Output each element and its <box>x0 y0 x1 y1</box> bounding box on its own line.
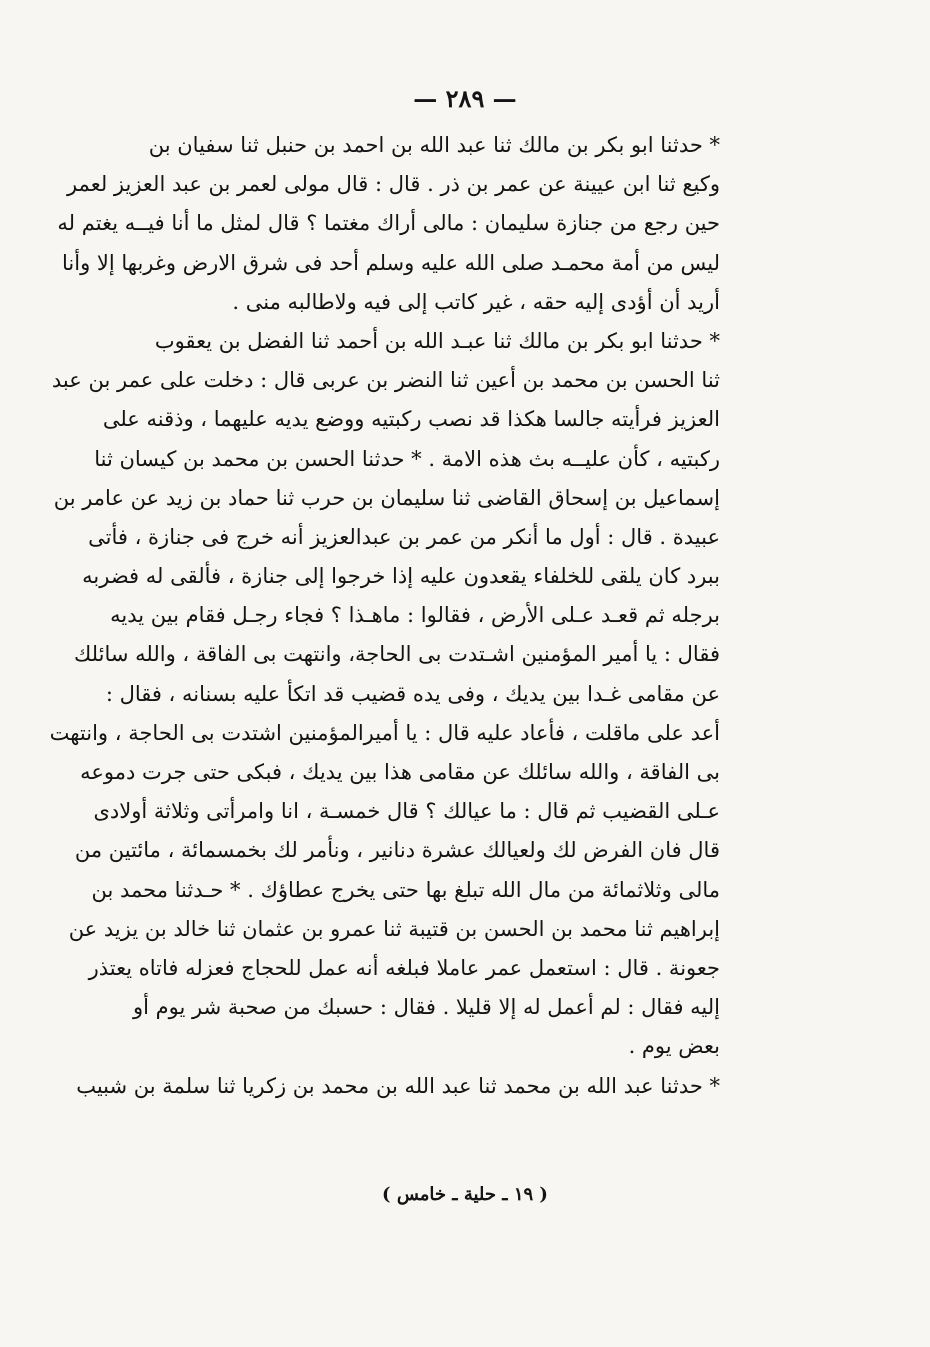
text-line: ثنا الحسن بن محمد بن أعين ثنا النضر بن عربى قال : دخلت على عمر بن عبد <box>51 368 720 393</box>
text-line: بى الفاقة ، والله سائلك عن مقامى هذا بين يديك ، فبكى حتى جرت دموعه <box>80 760 720 784</box>
text-line: * حدثنا عبد الله بن محمد ثنا عبد الله بن محمد بن زكريا ثنا سلمة بن شبيب <box>76 1073 720 1098</box>
text-line: عـلى القضيب ثم قال : ما عيالك ؟ قال خمسـة ، انا وامرأتى وثلاثة أولادى <box>93 799 720 824</box>
text-line: عن مقامى غـدا بين يديك ، وفى يده قضيب قد اتكأ عليه بسنانه ، فقال : <box>105 681 720 706</box>
text-line: وكيع ثنا ابن عيينة عن عمر بن ذر . قال : قال مولى لعمر بن عبد العزيز لعمر <box>66 172 720 197</box>
text-line: حين رجع من جنازة سليمان : مالى أراك مغتما ؟ قال لمثل ما أنا فيــه يغتم له <box>57 211 720 236</box>
text-line: ليس من أمة محمـد صلى الله عليه وسلم أحد فى شرق الارض وغربها إلا وأنا <box>62 250 720 275</box>
text-line: إليه فقال : لم أعمل له إلا قليلا . فقال : حسبك من صحبة شر يوم أو <box>132 995 720 1020</box>
text-line: مالى وثلاثمائة من مال الله تبلغ بها حتى يخرج عطاؤك . * حـدثنا محمد بن <box>91 877 720 902</box>
body-text <box>49 126 720 1106</box>
text-line: بعض يوم . <box>628 1034 720 1059</box>
page-number: — ٢٨٩ — <box>413 84 517 113</box>
text-line: ببرد كان يلقى للخلفاء يقعدون عليه إذا خرجوا إلى جنازة ، فألقى له فضربه <box>82 564 720 589</box>
text-line: قال فان الفرض لك ولعيالك عشرة دنانير ، ونأمر لك بخمسمائة ، مائتين من <box>74 838 720 863</box>
text-line: ركبتيه ، كأن عليــه بث هذه الامة . * حدثنا الحسن بن محمد بن كيسان ثنا <box>94 446 720 471</box>
text-line: إسماعيل بن إسحاق القاضى ثنا سليمان بن حرب ثنا حماد بن زيد عن عامر بن <box>53 485 720 510</box>
text-line: فقال : يا أمير المؤمنين اشـتدت بى الحاجة، وانتهت بى الفاقة ، والله سائلك <box>73 642 720 667</box>
text-line: أريد أن أؤدى إليه حقه ، غير كاتب إلى فيه ولاطالبه منى . <box>232 289 720 314</box>
text-line: عبيدة . قال : أول ما أنكر من عمر بن عبدالعزيز أنه خرج فى جنازة ، فأتى <box>88 524 720 549</box>
text-line: أعد على ماقلت ، فأعاد عليه قال : يا أميرالمؤمنين اشتدت بى الحاجة ، وانتهت <box>49 720 720 745</box>
text-line: إبراهيم ثنا محمد بن الحسن بن قتيبة ثنا عمرو بن عثمان ثنا خالد بن يزيد عن <box>68 916 720 941</box>
text-line: جعونة . قال : استعمل عمر عاملا فبلغه أنه عمل للحجاج فعزله فاتاه يعتذر <box>88 955 720 980</box>
text-line: العزيز فرأيته جالسا هكذا قد نصب ركبتيه ووضع يديه عليهما ، وذقنه على <box>102 407 720 432</box>
text-line: * حدثنا ابو بكر بن مالك ثنا عبـد الله بن أحمد ثنا الفضل بن يعقوب <box>154 328 720 353</box>
text-line: * حدثنا ابو بكر بن مالك ثنا عبد الله بن احمد بن حنبل ثنا سفيان بن <box>148 133 720 157</box>
signature-mark: ( ١٩ ـ حلية ـ خامس ) <box>382 1184 548 1205</box>
text-line: برجله ثم قعـد عـلى الأرض ، فقالوا : ماهـذا ؟ فجاء رجـل فقام بين يديه <box>110 603 720 628</box>
